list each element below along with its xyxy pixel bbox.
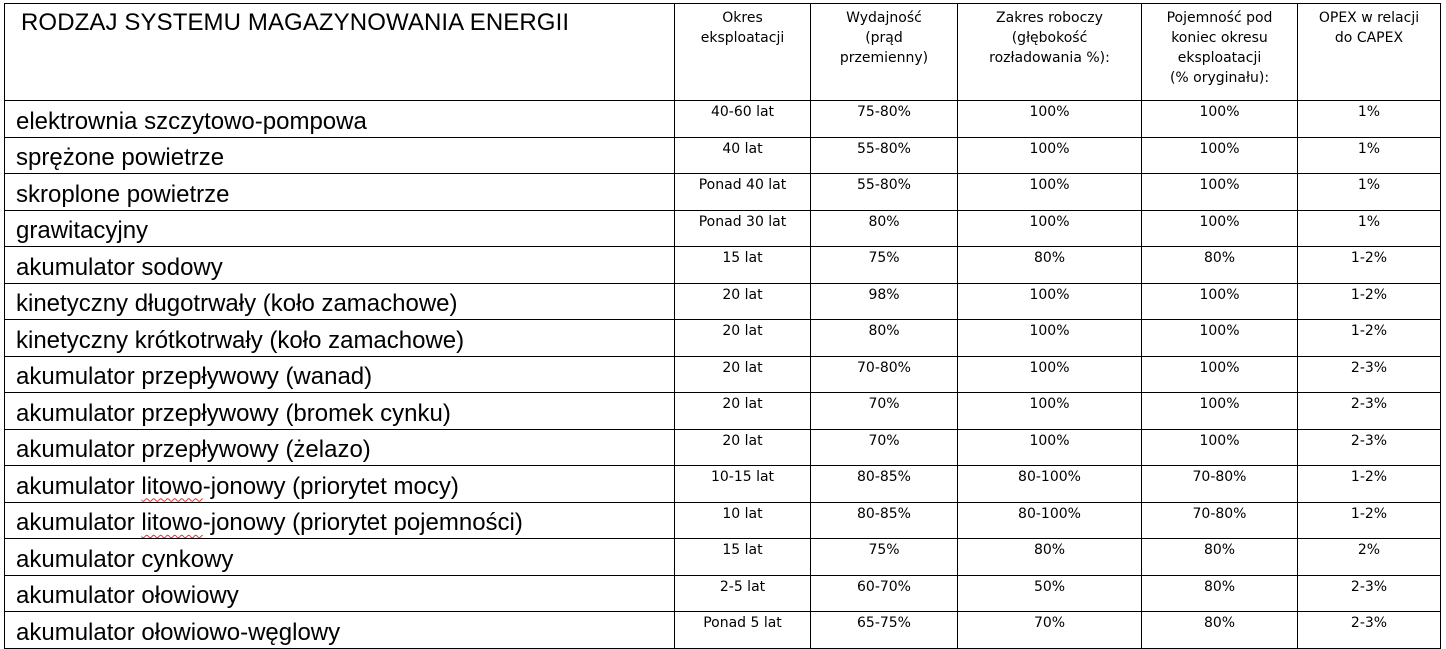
energy-storage-table (4, 3, 1441, 649)
cell-lifetime: 20 lat (675, 356, 811, 393)
cell-end-capacity: 100% (1142, 174, 1298, 211)
table-row (5, 539, 1441, 576)
table-row (5, 101, 1441, 138)
cell-opex: 1% (1298, 137, 1441, 174)
cell-operating-range: 100% (958, 210, 1142, 247)
cell-opex: 2-3% (1298, 612, 1441, 649)
cell-system-name (5, 502, 675, 539)
cell-lifetime: 10-15 lat (675, 466, 811, 503)
spellcheck-word: litowo (141, 472, 203, 500)
cell-system-name: sprężone powietrze (5, 137, 675, 174)
cell-system-name: elektrownia szczytowo-pompowa (5, 101, 675, 138)
cell-efficiency: 80% (811, 210, 958, 247)
table-row (5, 247, 1441, 284)
cell-operating-range: 80-100% (958, 502, 1142, 539)
cell-system-name: akumulator sodowy (5, 247, 675, 284)
cell-opex: 1-2% (1298, 502, 1441, 539)
cell-end-capacity: 80% (1142, 539, 1298, 576)
table-row (5, 137, 1441, 174)
cell-lifetime: 20 lat (675, 429, 811, 466)
cell-efficiency: 98% (811, 283, 958, 320)
header-operating-range (958, 4, 1142, 101)
header-row (5, 4, 1441, 101)
name-part: akumulator (16, 509, 142, 536)
cell-lifetime: 15 lat (675, 539, 811, 576)
cell-lifetime: 20 lat (675, 283, 811, 320)
header-end-capacity-text: Pojemność pod koniec okresu eksploatacji (% oryginału): (1166, 10, 1273, 86)
cell-end-capacity: 100% (1142, 101, 1298, 138)
cell-end-capacity: 80% (1142, 247, 1298, 284)
cell-end-capacity: 80% (1142, 612, 1298, 649)
cell-efficiency: 65-75% (811, 612, 958, 649)
cell-opex: 1-2% (1298, 320, 1441, 357)
cell-system-name (5, 466, 675, 503)
cell-operating-range: 80-100% (958, 466, 1142, 503)
cell-operating-range: 50% (958, 575, 1142, 612)
header-end-capacity (1142, 4, 1298, 101)
cell-operating-range: 80% (958, 247, 1142, 284)
table-row (5, 575, 1441, 612)
cell-system-name: akumulator przepływowy (wanad) (5, 356, 675, 393)
cell-opex: 1-2% (1298, 283, 1441, 320)
table-row (5, 356, 1441, 393)
cell-lifetime: Ponad 30 lat (675, 210, 811, 247)
cell-efficiency: 80-85% (811, 466, 958, 503)
cell-opex: 1-2% (1298, 247, 1441, 284)
cell-efficiency: 75-80% (811, 101, 958, 138)
cell-opex: 2-3% (1298, 356, 1441, 393)
cell-operating-range: 100% (958, 101, 1142, 138)
cell-system-name: kinetyczny długotrwały (koło zamachowe) (5, 283, 675, 320)
cell-lifetime: 20 lat (675, 320, 811, 357)
cell-opex: 2-3% (1298, 429, 1441, 466)
table-row (5, 320, 1441, 357)
table-row (5, 429, 1441, 466)
table-row (5, 174, 1441, 211)
cell-opex: 1% (1298, 101, 1441, 138)
cell-operating-range: 80% (958, 539, 1142, 576)
header-operating-range-text: Zakres roboczy (głębokość rozładowania %): (989, 10, 1110, 66)
cell-opex: 2-3% (1298, 393, 1441, 430)
cell-end-capacity: 70-80% (1142, 466, 1298, 503)
table-row (5, 210, 1441, 247)
cell-end-capacity: 100% (1142, 283, 1298, 320)
cell-end-capacity: 80% (1142, 575, 1298, 612)
header-efficiency-text: Wydajność (prąd przemienny) (839, 10, 929, 66)
cell-end-capacity: 100% (1142, 137, 1298, 174)
cell-efficiency: 75% (811, 247, 958, 284)
cell-system-name: akumulator ołowiowo-węglowy (5, 612, 675, 649)
cell-end-capacity: 100% (1142, 356, 1298, 393)
header-lifetime-text: Okres eksploatacji (700, 10, 785, 46)
cell-end-capacity: 100% (1142, 320, 1298, 357)
cell-lifetime: Ponad 5 lat (675, 612, 811, 649)
cell-operating-range: 100% (958, 320, 1142, 357)
table-row (5, 283, 1441, 320)
cell-operating-range: 100% (958, 174, 1142, 211)
cell-efficiency: 75% (811, 539, 958, 576)
name-part: akumulator (16, 472, 142, 500)
cell-lifetime: 20 lat (675, 393, 811, 430)
cell-operating-range: 100% (958, 283, 1142, 320)
cell-system-name: akumulator przepływowy (bromek cynku) (5, 393, 675, 430)
cell-system-name: akumulator cynkowy (5, 539, 675, 576)
cell-efficiency: 70-80% (811, 356, 958, 393)
cell-lifetime: 15 lat (675, 247, 811, 284)
cell-operating-range: 100% (958, 393, 1142, 430)
cell-system-name: akumulator przepływowy (żelazo) (5, 429, 675, 466)
table-row (5, 466, 1441, 503)
cell-efficiency: 80% (811, 320, 958, 357)
name-part: -jonowy (priorytet pojemności) (202, 509, 523, 536)
cell-opex: 1% (1298, 174, 1441, 211)
cell-end-capacity: 100% (1142, 429, 1298, 466)
header-lifetime (675, 4, 811, 101)
table-row (5, 502, 1441, 539)
cell-system-name: akumulator ołowiowy (5, 575, 675, 612)
cell-lifetime: 10 lat (675, 502, 811, 539)
cell-lifetime: Ponad 40 lat (675, 174, 811, 211)
cell-efficiency: 60-70% (811, 575, 958, 612)
header-system-type: RODZAJ SYSTEMU MAGAZYNOWANIA ENERGII (5, 4, 675, 101)
cell-efficiency: 70% (811, 429, 958, 466)
cell-end-capacity: 70-80% (1142, 502, 1298, 539)
cell-lifetime: 40-60 lat (675, 101, 811, 138)
name-part: -jonowy (priorytet mocy) (202, 472, 459, 500)
cell-operating-range: 70% (958, 612, 1142, 649)
table-row (5, 612, 1441, 649)
cell-end-capacity: 100% (1142, 393, 1298, 430)
header-efficiency (811, 4, 958, 101)
cell-operating-range: 100% (958, 356, 1142, 393)
cell-operating-range: 100% (958, 429, 1142, 466)
cell-opex: 2-3% (1298, 575, 1441, 612)
spellcheck-word: litowo (141, 509, 203, 536)
cell-opex: 1-2% (1298, 466, 1441, 503)
cell-efficiency: 70% (811, 393, 958, 430)
header-opex-text: OPEX w relacji do CAPEX (1318, 10, 1420, 46)
cell-operating-range: 100% (958, 137, 1142, 174)
cell-system-name: grawitacyjny (5, 210, 675, 247)
cell-opex: 2% (1298, 539, 1441, 576)
cell-lifetime: 40 lat (675, 137, 811, 174)
table-row (5, 393, 1441, 430)
cell-efficiency: 80-85% (811, 502, 958, 539)
cell-end-capacity: 100% (1142, 210, 1298, 247)
cell-system-name: kinetyczny krótkotrwały (koło zamachowe) (5, 320, 675, 357)
cell-efficiency: 55-80% (811, 174, 958, 211)
header-opex (1298, 4, 1441, 101)
cell-lifetime: 2-5 lat (675, 575, 811, 612)
cell-efficiency: 55-80% (811, 137, 958, 174)
cell-opex: 1% (1298, 210, 1441, 247)
cell-system-name: skroplone powietrze (5, 174, 675, 211)
